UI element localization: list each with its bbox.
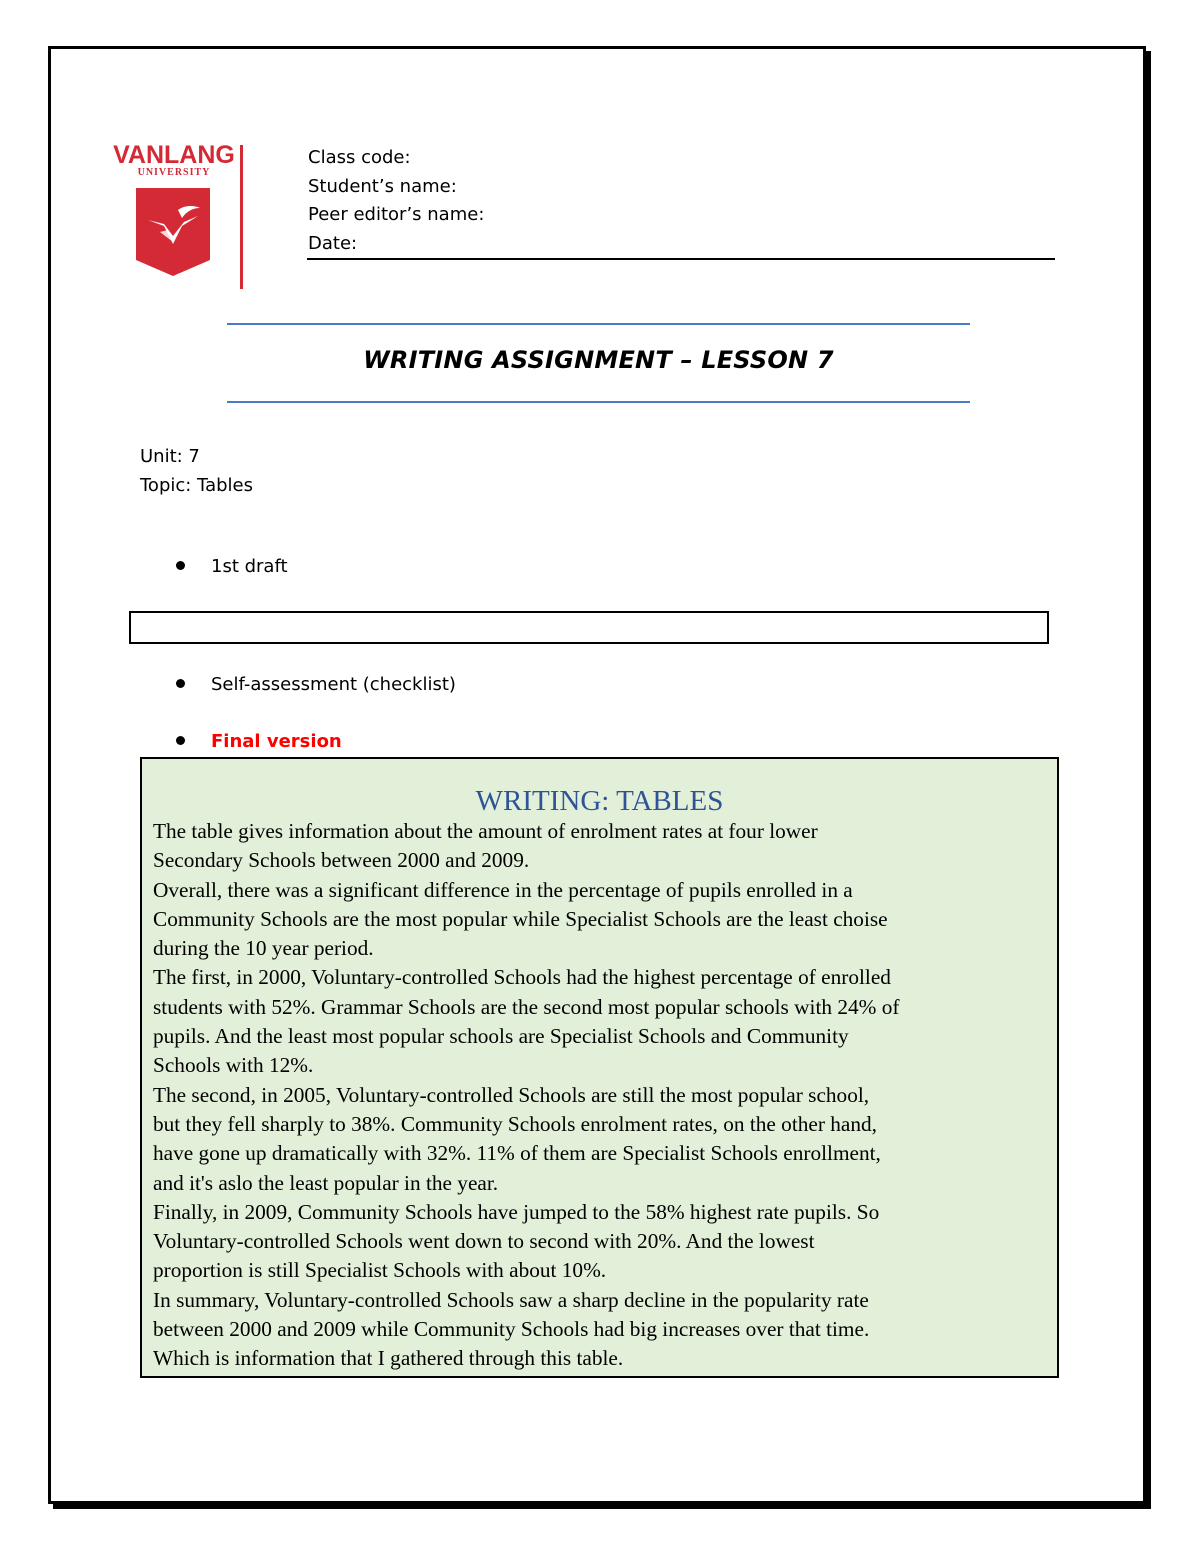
university-logo (112, 142, 236, 178)
bullet-final-version (176, 731, 342, 752)
final-heading: WRITING: TABLES (475, 785, 724, 817)
body-line: The second, in 2005, Voluntary-controlled Schools are still the most popular school, (153, 1082, 870, 1107)
body-line: The table gives information about the amount of enrolment rates at four lower (153, 819, 818, 843)
date-label: Date: (308, 232, 358, 254)
body-line: In summary, Voluntary-controlled Schools saw a sharp decline in the popularity rate (153, 1287, 869, 1312)
topic-label: Topic: Tables (140, 475, 253, 496)
body-line: Secondary Schools between 2000 and 2009. (153, 848, 530, 873)
shield-icon (134, 186, 212, 278)
bullet-first-draft (176, 556, 288, 577)
body-line: The first, in 2000, Voluntary-controlled Schools had the highest percentage of enrolled (153, 965, 891, 990)
body-line: have gone up dramatically with 32%. 11% of them are Specialist Schools enrollment, (153, 1141, 881, 1166)
title-rule-bottom (227, 401, 970, 403)
body-line: Which is information that I gathered through this table. (153, 1346, 624, 1371)
first-draft-box (129, 611, 1049, 644)
bullet-label: Final version (211, 731, 342, 752)
bullet-icon (176, 561, 185, 570)
body-line: during the 10 year period. (153, 936, 374, 961)
body-line: Schools with 12%. (153, 1053, 314, 1078)
logo-wordmark: VANLANG (113, 141, 235, 169)
body-line: students with 52%. Grammar Schools are the second most popular schools with 24% of (153, 994, 900, 1019)
page-title: WRITING ASSIGNMENT – LESSON 7 (363, 346, 834, 374)
bullet-self-assessment (176, 674, 456, 695)
body-line: pupils. And the least most popular schools are Specialist Schools and Community (153, 1024, 849, 1049)
body-line: between 2000 and 2009 while Community Schools had big increases over that time. (153, 1317, 870, 1342)
final-body (142, 817, 1057, 1374)
header-fields (308, 144, 484, 258)
bullet-icon (176, 736, 185, 745)
body-line: but they fell sharply to 38%. Community Schools enrolment rates, on the other hand, (153, 1111, 877, 1136)
body-line: and it's aslo the least popular in the year. (153, 1170, 499, 1195)
header-underline (307, 258, 1055, 260)
title-rule-top (227, 323, 970, 325)
body-line: proportion is still Specialist Schools with about 10%. (153, 1258, 607, 1283)
body-line: Community Schools are the most popular while Specialist Schools are the least choise (153, 906, 888, 931)
body-line: Voluntary-controlled Schools went down to second with 20%. And the lowest (153, 1229, 815, 1254)
student-name-label: Student’s name: (308, 175, 457, 197)
bullet-label: Self-assessment (checklist) (211, 674, 456, 695)
class-code-label: Class code: (308, 147, 411, 168)
bullet-icon (176, 679, 185, 688)
unit-topic (140, 442, 253, 500)
peer-editor-label: Peer editor’s name: (308, 204, 485, 226)
logo-divider (240, 145, 243, 289)
logo-subtitle: UNIVERSITY (137, 167, 211, 178)
bullet-label: 1st draft (211, 556, 288, 577)
body-line: Finally, in 2009, Community Schools have jumped to the 58% highest rate pupils. So (153, 1199, 880, 1224)
body-line: Overall, there was a significant difference in the percentage of pupils enrolled in a (153, 877, 853, 902)
final-version-box (140, 757, 1059, 1378)
unit-label: Unit: 7 (140, 446, 200, 467)
